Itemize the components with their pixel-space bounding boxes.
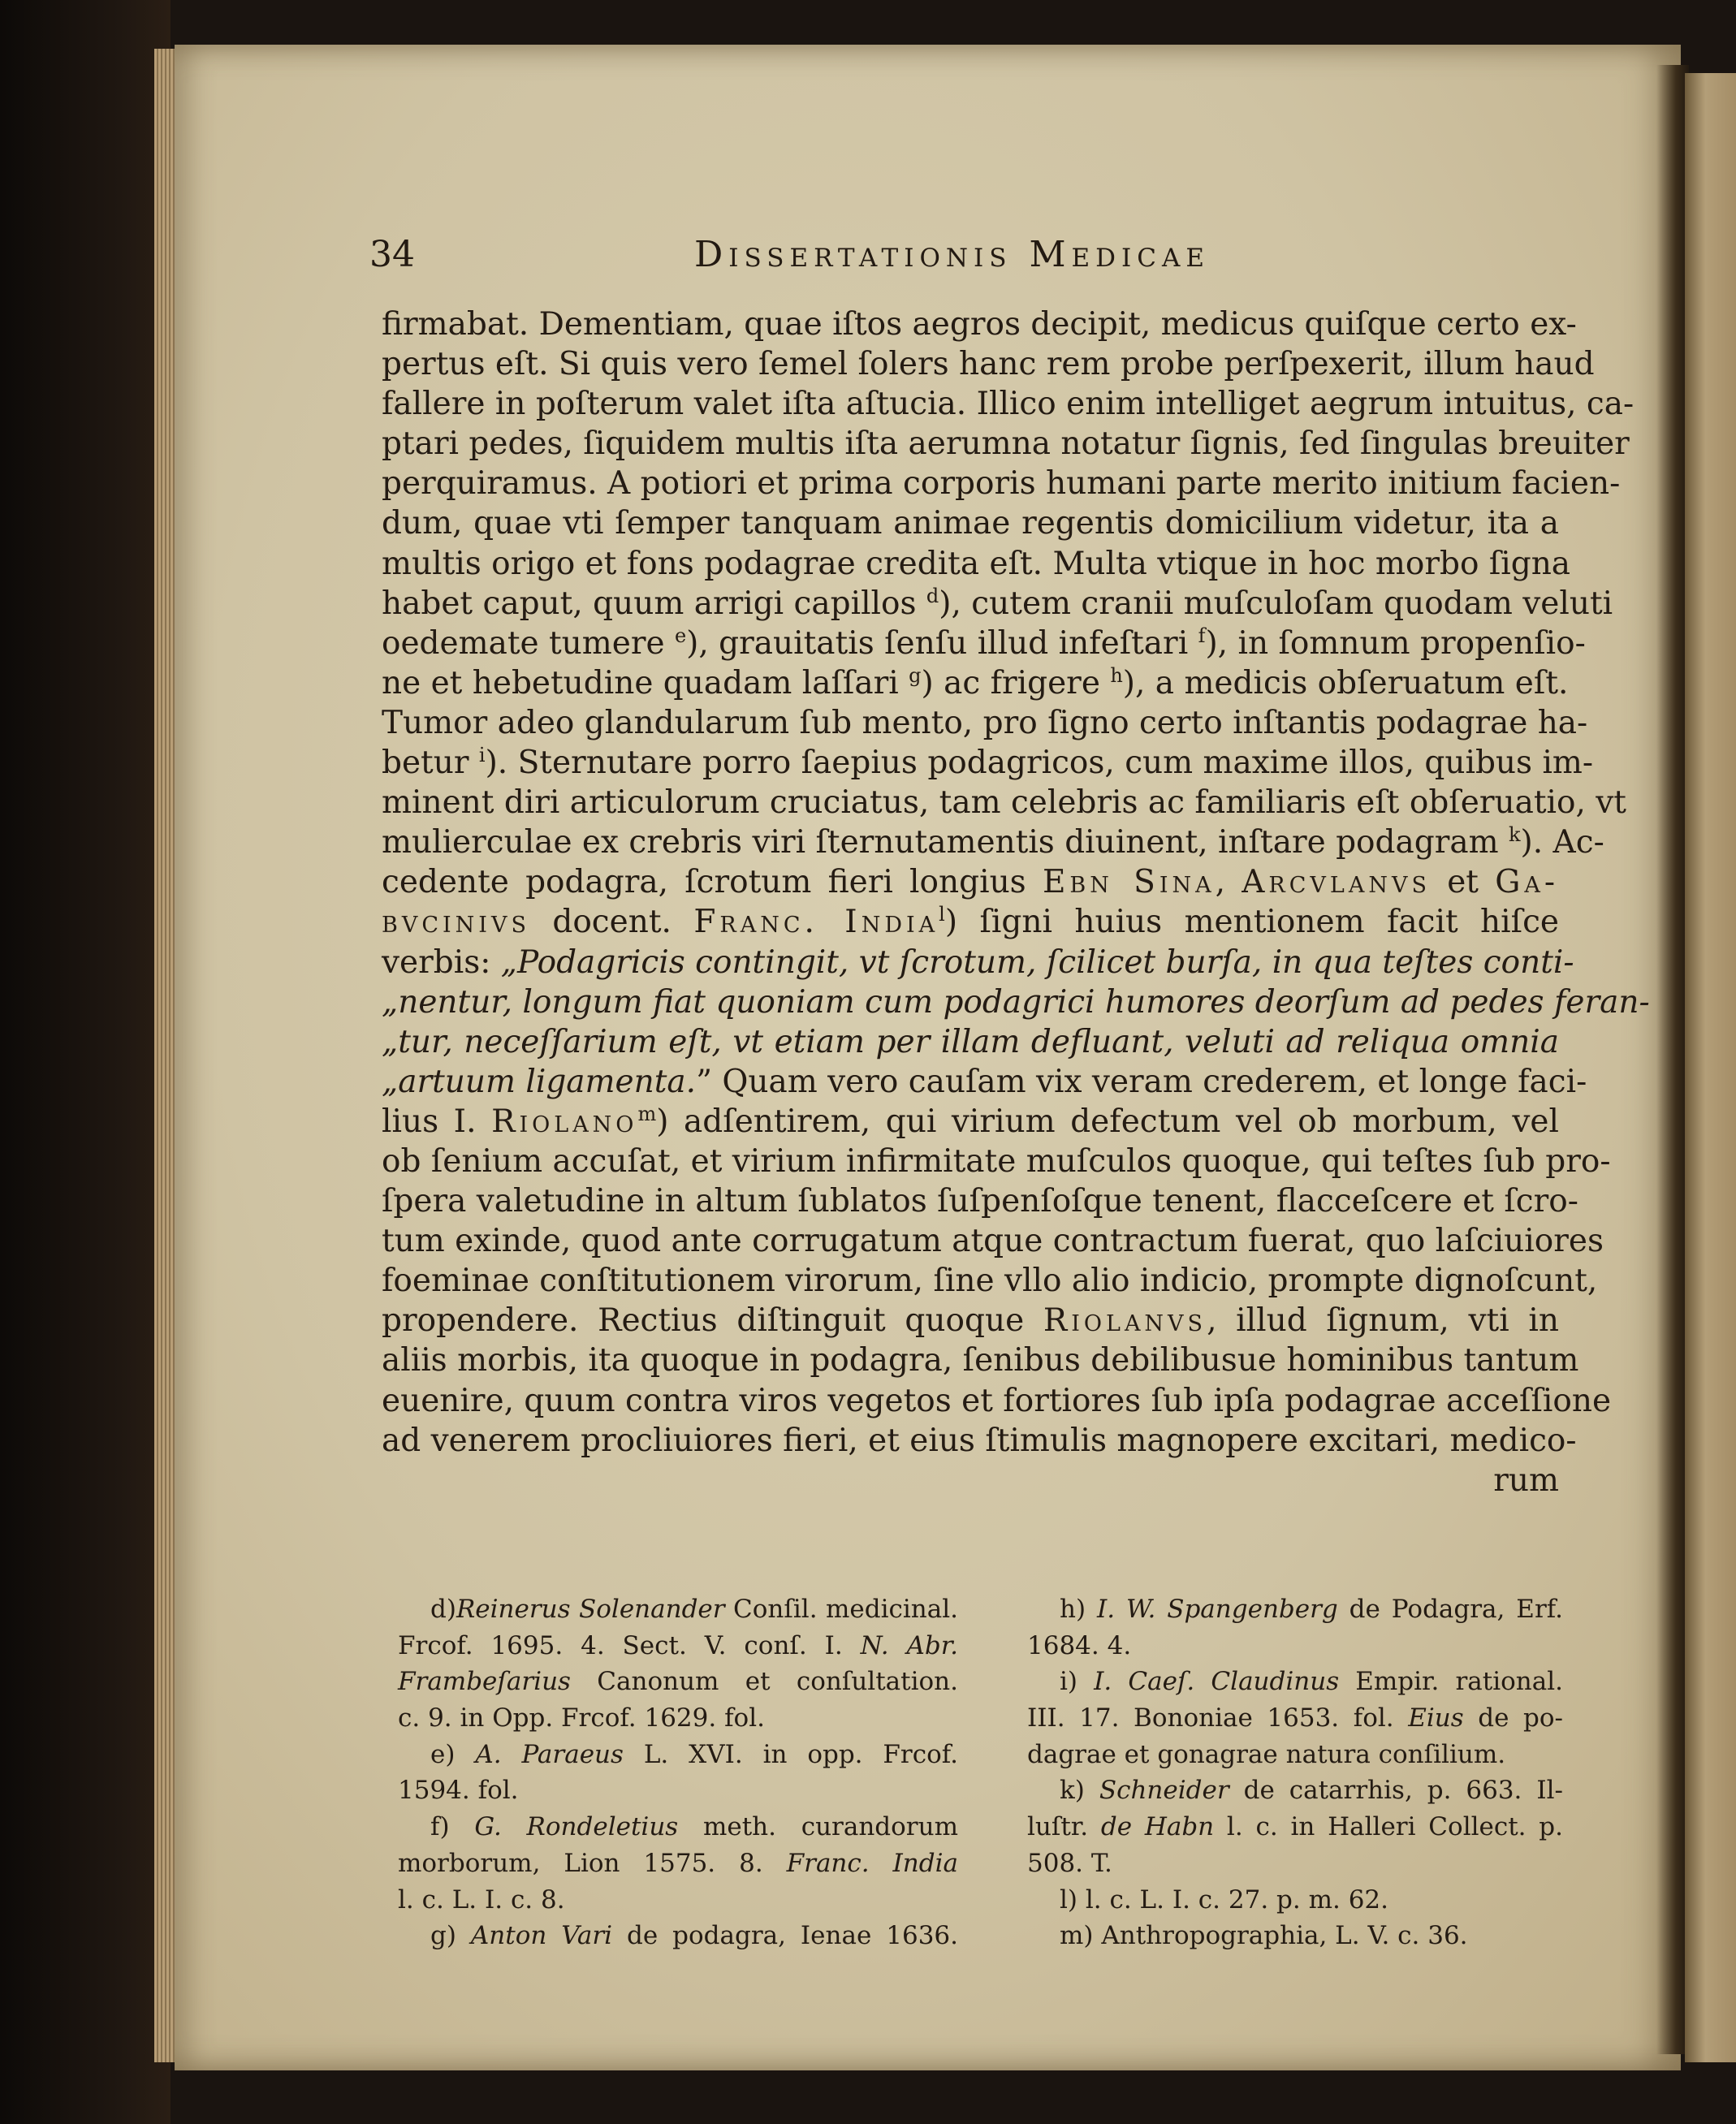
footnote-line: 1594. fol. <box>398 1776 519 1806</box>
quotation: „tur, neceſſarium eſt, vt etiam per illam defluant, veluti ad reliqua omnia <box>382 1023 1559 1060</box>
text-line: ptari pedes, ſiquidem multis iſta aerumna notatur ſignis, ſed ſingulas breuiter <box>382 425 1630 463</box>
text-line: propendere. Rectius diſtinguit quoque Riolanvs, illud ſignum, vti in <box>382 1302 1559 1340</box>
author-name: Riolano <box>491 1103 638 1140</box>
text-line: cedente podagra, ſcrotum fieri longius Ebn Sina, Arcvlanvs et Ga- <box>382 864 1560 901</box>
footnote-line: c. 9. in Opp. Frcof. 1629. fol. <box>398 1703 765 1733</box>
book-spine-shadow <box>0 0 171 2124</box>
footnote-ref-k: k <box>1509 823 1521 847</box>
footnote-line: 508. T. <box>1027 1848 1112 1878</box>
footnote-ref-d: d <box>926 584 939 607</box>
text-line: aliis morbis, ita quoque in podagra, ſenibus debilibusue hominibus tantum <box>382 1342 1579 1379</box>
running-title: Dissertationis Medicae <box>694 234 1210 275</box>
footnote-ref-e: e <box>674 624 687 647</box>
footnote-ref-f: f <box>1198 624 1206 647</box>
text-line: „artuum ligamenta.” Quam vero cauſam vix veram crederem, et longe faci- <box>382 1063 1587 1100</box>
footnotes-left-column <box>398 1591 958 1954</box>
catchword: rum <box>1493 1461 1559 1499</box>
footnote-l: l) l. c. L. I. c. 27. p. m. 62. <box>1060 1884 1388 1915</box>
footnote-d: d)Reinerus Solenander Conſil. medicinal. <box>430 1595 958 1624</box>
text-line: tum exinde, quod ante corrugatum atque contractum fuerat, quo laſciuiores <box>382 1223 1604 1260</box>
running-header <box>369 234 1555 283</box>
book-gutter <box>1656 65 1689 2054</box>
text-line: lius I. Riolano$^m$) adſentirem, qui virium defectum vel ob morbum, vel <box>382 1102 1559 1140</box>
footnote-ref-g: g <box>909 663 922 687</box>
text-line: euenire, quum contra viros vegetos et fortiores ſub ipſa podagrae acceſſione <box>382 1382 1612 1419</box>
text-line: dum, quae vti ſemper tanquam animae regentis domicilium videtur, ita a <box>382 505 1559 542</box>
main-text <box>382 304 1650 1500</box>
text-line: bvcinivs docent. Franc. India$^l$) ſigni huius mentionem facit hiſce <box>382 903 1559 941</box>
text-line: mulierculae ex crebris viri ſternutamentis diuinent, inſtare podagram $^k$). Ac- <box>382 823 1604 861</box>
footnote-f: f) G. Rondeletius meth. curandorum <box>430 1812 958 1842</box>
author-name: bvcinivs <box>382 904 530 941</box>
footnote-ref-l: l <box>939 903 945 926</box>
author-name: Riolanvs <box>1043 1302 1207 1340</box>
footnote-line: morborum, Lion 1575. 8. Franc. India <box>398 1848 959 1878</box>
text-line: ad venerem procliuiores fieri, et eius ſtimulis magnopere excitari, medico- <box>382 1422 1577 1459</box>
footnote-k: k) Schneider de catarrhis, p. 663. Il- <box>1060 1776 1563 1806</box>
text-line: foeminae conſtitutionem virorum, ſine vllo alio indicio, prompte dignoſcunt, <box>382 1263 1598 1300</box>
footnote-line: Frcof. 1695. 4. Sect. V. conſ. I. N. Abr. <box>398 1630 958 1660</box>
text-line <box>382 982 1650 1022</box>
footnote-e: e) A. Paraeus L. XVI. in opp. Frcof. <box>430 1739 958 1769</box>
footnote-ref-m: m <box>637 1102 657 1125</box>
text-line: multis origo et fons podagrae credita eſt. Multa vtique in hoc morbo ſigna <box>382 545 1571 582</box>
quotation: „nentur, longum fiat quoniam cum podagrici humores deorſum ad pedes feran- <box>382 983 1650 1021</box>
footnote-m: m) Anthropographia, L. V. c. 36. <box>1060 1921 1468 1951</box>
text-line: pertus eſt. Si quis vero ſemel ſolers hanc rem probe perſpexerit, illum haud <box>382 346 1595 383</box>
page-number: 34 <box>369 234 415 275</box>
text-line: habet caput, quum arrigi capillos $^d$), cutem cranii muſculoſam quodam veluti <box>382 584 1613 622</box>
text-line: betur $^i$). Sternutare porro ſaepius podagricos, cum maxime illos, quibus im- <box>382 744 1594 782</box>
text-line: verbis: „Podagricis contingit, vt ſcrotum, ſcilicet burſa, in qua teſtes conti- <box>382 943 1574 981</box>
footnote-line: III. 17. Bononiae 1653. fol. Eius de po- <box>1027 1703 1563 1733</box>
footnote-line: luſtr. de Habn l. c. in Halleri Collect. p. <box>1027 1812 1564 1842</box>
author-name: Ga- <box>1495 864 1560 901</box>
footnote-line: l. c. L. I. c. 8. <box>398 1884 565 1915</box>
footnote-line: dagrae et gonagrae natura conſilium. <box>1027 1739 1506 1769</box>
author-name: Ebn Sina <box>1042 864 1216 901</box>
footnote-ref-i: i <box>478 744 486 767</box>
footnote-g: g) Anton Vari de podagra, Ienae 1636. <box>430 1921 958 1951</box>
text-line: ne et hebetudine quadam laſſari $^g$) ac frigere $^h$), a medicis obſeruatum eſt. <box>382 663 1569 702</box>
facing-page-edge <box>1685 73 1736 2062</box>
text-line: fallere in poſterum valet iſta aſtucia. Illico enim intelliget aegrum intuitus, ca- <box>382 386 1635 423</box>
text-line: minent diri articulorum cruciatus, tam celebris ac familiaris eſt obſeruatio, vt <box>382 784 1626 822</box>
text-line <box>382 1022 1559 1062</box>
text-line: perquiramus. A potiori et prima corporis humani parte merito initium facien- <box>382 465 1621 503</box>
author-name: Franc. India <box>693 904 939 941</box>
footnote-i: i) I. Caeſ. Claudinus Empir. rational. <box>1060 1667 1563 1697</box>
text-line: ob ſenium accuſat, et virium infirmitate muſculos quoque, qui teſtes ſub pro- <box>382 1142 1611 1180</box>
quotation: „Podagricis contingit, vt ſcrotum, ſcilicet burſa, in qua teſtes conti- <box>500 943 1574 981</box>
footnote-line: 1684. 4. <box>1027 1630 1132 1660</box>
quotation: „artuum ligamenta. <box>382 1063 697 1100</box>
author-name: Arcvlanvs <box>1242 864 1431 901</box>
footnote-line: Frambeſarius Canonum et conſultation. <box>398 1667 958 1697</box>
text-line: firmabat. Dementiam, quae iſtos aegros decipit, medicus quiſque certo ex- <box>382 306 1577 343</box>
text-line: Tumor adeo glandularum ſub mento, pro ſigno certo inſtantis podagrae ha- <box>382 704 1588 741</box>
footnotes-right-column <box>1027 1591 1563 1954</box>
text-line: ſpera valetudine in altum ſublatos ſuſpenſoſque tenent, flacceſcere et ſcro- <box>382 1183 1578 1220</box>
footnote-ref-h: h <box>1110 663 1123 687</box>
text-line: oedemate tumere $^e$), grauitatis ſenſu illud infeſtari $^f$), in ſomnum propenſio- <box>382 624 1586 662</box>
footnote-h: h) I. W. Spangenberg de Podagra, Erf. <box>1060 1595 1563 1624</box>
